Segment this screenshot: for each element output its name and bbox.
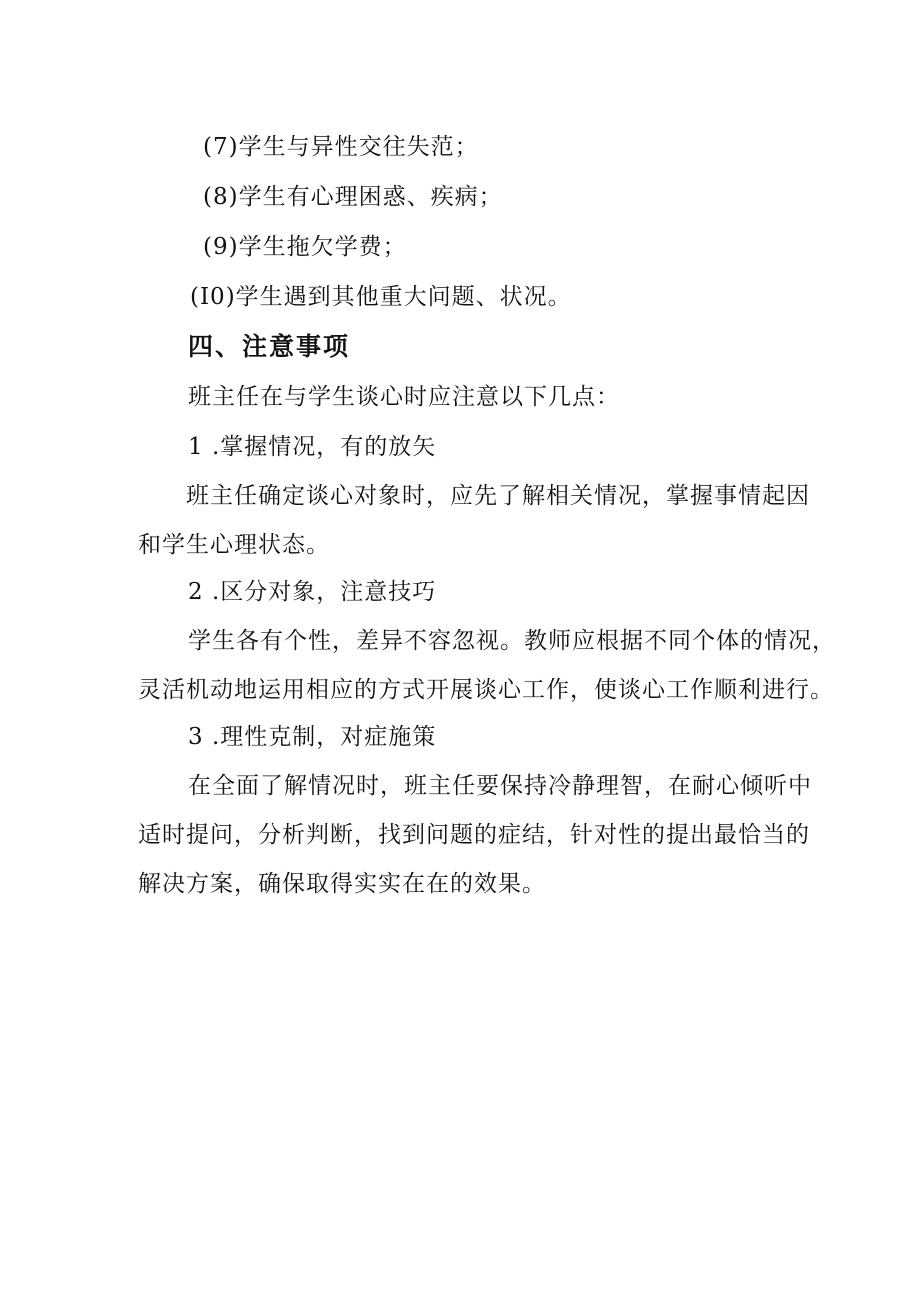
list-item-10: (I0)学生遇到其他重大问题、状况。 [190, 284, 572, 310]
point-1-body-line-1: 班主任确定谈心对象时，应先了解相关情况，掌握事情起因 [186, 483, 810, 509]
point-1-title: 1 .掌握情况，有的放矢 [188, 434, 437, 460]
point-1-body-line-2: 和学生心理状态。 [138, 532, 330, 558]
point-3-body-line-2: 适时提问，分析判断，找到问题的症结，针对性的提出最恰当的 [138, 822, 810, 848]
point-3-body-line-3: 解决方案，确保取得实实在在的效果。 [138, 871, 546, 897]
point-2-title: 2 .区分对象，注意技巧 [188, 579, 437, 605]
section-heading: 四、注意事项 [188, 332, 351, 361]
intro-paragraph: 班主任在与学生谈心时应注意以下几点： [188, 384, 620, 410]
point-3-title: 3 .理性克制，对症施策 [188, 724, 437, 750]
point-2-body-line-2: 灵活机动地运用相应的方式开展谈心工作，使谈心工作顺利进行。 [138, 677, 834, 703]
list-item-7: (7)学生与异性交往失范； [203, 134, 479, 160]
list-item-8: (8)学生有心理困惑、疾病； [203, 184, 503, 210]
point-2-body-line-1: 学生各有个性，差异不容忽视。教师应根据不同个体的情况， [188, 628, 836, 654]
list-item-9: (9)学生拖欠学费； [203, 234, 407, 260]
point-3-body-line-1: 在全面了解情况时，班主任要保持冷静理智，在耐心倾听中 [188, 773, 812, 799]
